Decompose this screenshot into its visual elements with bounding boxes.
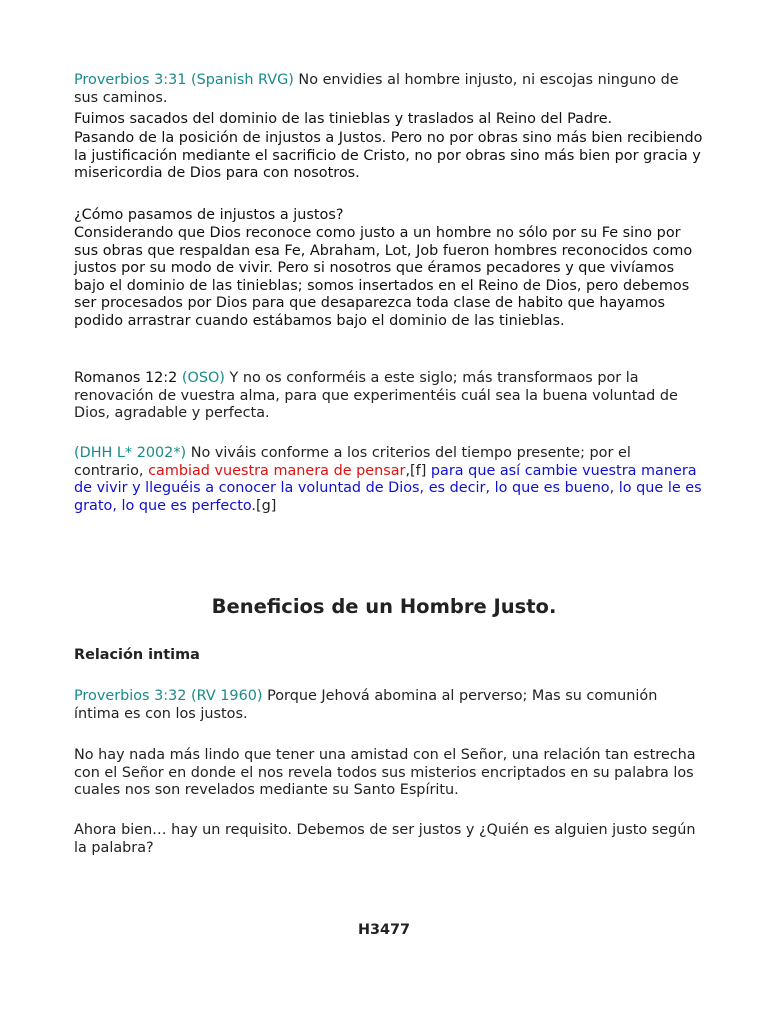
section-title: Beneficios de un Hombre Justo. xyxy=(211,595,557,618)
paragraph-romanos-12-2 xyxy=(74,370,704,423)
verse-text: No viváis conforme a los criterios del tiempo presente; por el contrario, xyxy=(74,445,631,479)
paragraph-traslados: Fuimos sacados del dominio de las tinieblas y traslados al Reino del Padre. xyxy=(74,111,613,127)
subheading: Relación intima xyxy=(74,647,200,663)
strong-code: H3477 xyxy=(357,922,411,938)
footnote-f: ,[f] xyxy=(405,462,431,479)
footnote-g: [g] xyxy=(255,497,277,514)
highlight-blue-text: para que así cambie vuestra manera de vivir y lleguéis a conocer la voluntad de Dios, es decir, lo que es bueno, lo que le es grato, lo que es perfecto. xyxy=(74,462,702,514)
verse-text: Porque Jehová abomina al perverso; Mas su comunión íntima es con los justos. xyxy=(74,688,658,722)
paragraph-amistad: No hay nada más lindo que tener una amistad con el Señor, una relación tan estrecha con el Señor en donde el nos revela todos sus misterios encriptados en su palabra los cuales nos son revelados mediante su Santo Espíritu. xyxy=(74,747,696,798)
paragraph-proverbios-3-31 xyxy=(74,72,704,107)
paragraph-dhh xyxy=(74,445,704,515)
verse-book: Romanos 12:2 xyxy=(74,370,182,386)
paragraph-considerando: Considerando que Dios reconoce como justo a un hombre no sólo por su Fe sino por sus obras que respaldan esa Fe, Abraham, Lot, Job fueron hombres reconocidos como justos por su modo de vivir. Pero si nosotros que éramos pecadores y que vivíamos bajo el dominio de las tinieblas; somos insertados en el Reino de Dios, pero debemos ser procesados por Dios para que desaparezca toda clase de habito que hayamos podido arrastrar cuando estábamos bajo el dominio de las tinieblas. xyxy=(74,225,693,329)
verse-reference: Proverbios 3:31 (Spanish RVG) xyxy=(74,72,294,88)
paragraph-proverbios-3-32 xyxy=(74,688,704,723)
highlight-red-text: cambiad vuestra manera de pensar xyxy=(148,462,406,479)
verse-text: Y no os conforméis a este siglo; más transformaos por la renovación de vuestra alma, para que experimentéis cuál sea la buena voluntad de Dios, agradable y perfecta. xyxy=(74,370,678,421)
verse-reference: Proverbios 3:32 (RV 1960) xyxy=(74,688,263,704)
question-heading: ¿Cómo pasamos de injustos a justos? xyxy=(74,207,344,223)
verse-text: No envidies al hombre injusto, ni escojas ninguno de sus caminos. xyxy=(74,72,679,106)
paragraph-justificacion: Pasando de la posición de injustos a Justos. Pero no por obras sino más bien recibiendo la justificación mediante el sacrificio de Cristo, no por obras sino más bien por gracia y misericordia de Dios para con nosotros. xyxy=(74,130,703,181)
paragraph-requisito: Ahora bien… hay un requisito. Debemos de ser justos y ¿Quién es alguien justo según la palabra? xyxy=(74,822,696,856)
verse-reference: (OSO) xyxy=(181,370,225,386)
verse-reference: (DHH L* 2002*) xyxy=(74,445,187,461)
